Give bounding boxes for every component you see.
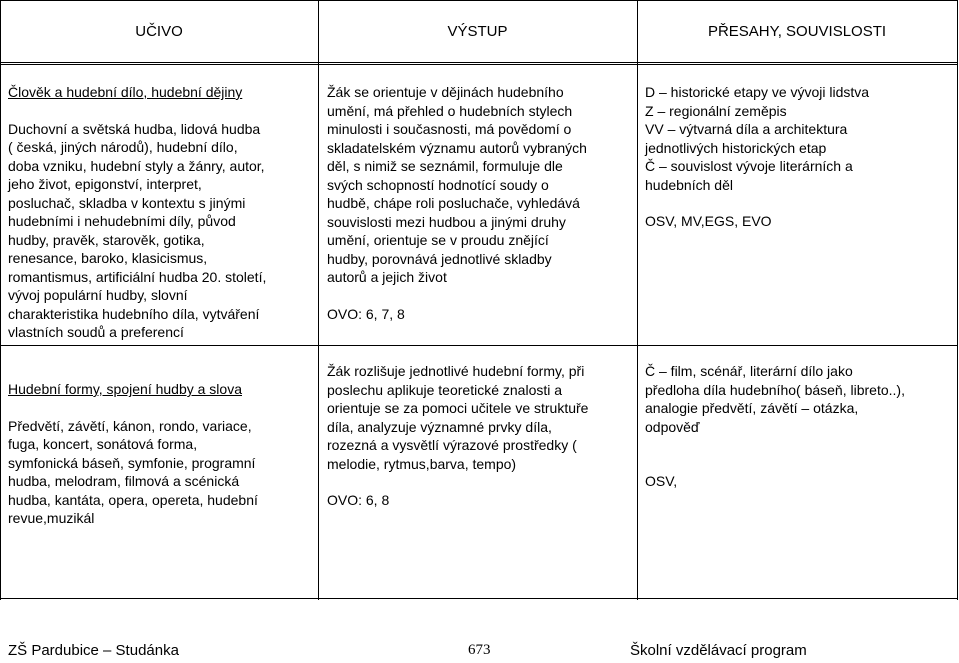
row1-ucivo-body: Duchovní a světská hudba, lidová hudba ( česká, jiných národů), hudební dílo, doba vzniku, hudební styly a žánry, autor, jeho život, epigonství, interpret, posluchač, skladba v kontextu s jinými hudebními i nehudebními díly, původ hudby, pravěk, starověk, gotika, renesance, baroko, klasicismus, romantismus, artificiální hudba 20. století, vývoj populární hudby, slovní charakteristika hudebního díla, vytváření vlastních soudů a preferencí <box>8 120 267 340</box>
row1-presahy-body: D – historické etapy ve vývoji lidstva Z – regionální zeměpis VV – výtvarná díla a architektura jednotlivých historických etap Č – souvislost vývoje literárních a hudebních děl <box>645 84 870 193</box>
table-border-left <box>0 0 1 600</box>
footer-program: Školní vzdělávací program <box>630 642 807 659</box>
header-divider <box>0 62 958 63</box>
row1-ucivo-title: Člověk a hudební dílo, hudební dějiny <box>8 84 243 100</box>
footer-school: ZŠ Pardubice – Studánka <box>8 642 179 659</box>
row1-ucivo-cell <box>8 83 313 342</box>
row2-vystup-cell <box>327 362 632 510</box>
column-divider-1 <box>318 0 319 600</box>
row2-vystup-body: Žák rozlišuje jednotlivé hudební formy, při poslechu aplikuje teoretické znalosti a orientuje se za pomoci učitele ve struktuře díla, analyzuje významné prvky díla, rozezná a vysvětlí výrazové prostředky ( melodie, rytmus,barva, tempo) <box>327 363 589 472</box>
footer-page-number: 673 <box>468 642 491 658</box>
row-divider <box>0 345 958 346</box>
row2-ucivo-body: Předvětí, závětí, kánon, rondo, variace, fuga, koncert, sonátová forma, symfonická báseň, symfonie, programní hudba, melodram, filmová a scénická hudba, kantáta, opera, opereta, hudební revue,muzikál <box>8 417 258 526</box>
row1-presahy-cell <box>645 83 950 231</box>
row2-ucivo-cell <box>8 380 313 528</box>
header-vystup: VÝSTUP <box>447 22 508 40</box>
header-presahy: PŘESAHY, SOUVISLOSTI <box>707 22 887 40</box>
page-footer <box>0 642 959 662</box>
row1-presahy-extra: OSV, MV,EGS, EVO <box>645 213 772 229</box>
column-divider-2 <box>637 0 638 600</box>
row1-vystup-cell <box>327 83 632 323</box>
header-ucivo: UČIVO <box>135 22 183 40</box>
header-divider-double <box>0 64 958 65</box>
row1-vystup-ovo: OVO: 6, 7, 8 <box>327 305 405 322</box>
table-border-bottom <box>0 598 958 599</box>
row2-presahy-cell <box>645 362 950 491</box>
row2-presahy-body: Č – film, scénář, literární dílo jako předloha díla hudebního( báseň, libreto..), analogie předvětí, závětí – otázka, odpověď <box>645 363 905 435</box>
row2-ucivo-title: Hudební formy, spojení hudby a slova <box>8 381 242 397</box>
row2-presahy-extra: OSV, <box>645 473 678 489</box>
table-border-right <box>957 0 958 600</box>
row2-vystup-ovo: OVO: 6, 8 <box>327 492 390 508</box>
row1-vystup-body: Žák se orientuje v dějinách hudebního umění, má přehled o hudebních stylech minulosti i současnosti, má povědomí o skladatelském významu autorů vybraných děl, s nimiž se seznámil, formuluje dle svých schopností hodnotící soudy o hudbě, chápe roli posluchače, vyhledává souvislosti mezi hudbou a jinými druhy umění, orientuje se v proudu znějící hudby, porovnává jednotlivé skladby autorů a jejich život <box>327 84 587 285</box>
